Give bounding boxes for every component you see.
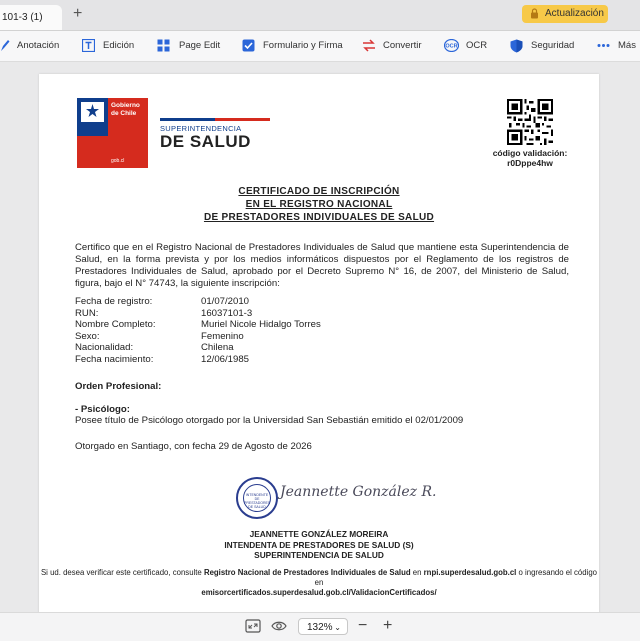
toolbar-label: Edición xyxy=(103,40,135,51)
gobierno-chile-logo xyxy=(77,98,148,168)
certificate-body: Certifico que en el Registro Nacional de Prestadores Individuales de Salud que mantiene esta Superintendencia de Salud, en la forma prevista y por los medios informáticos dispuestos por el Reglamento de los registros de Prestadores Individuales de Salud, aprobado por el Decreto Supremo N° 16, de 2007, del Ministerio de Salud, figura, bajo el N° 74743, la siguiente inscripción: xyxy=(75,242,569,289)
logo-red-band xyxy=(77,136,108,168)
field-key: Fecha de registro: xyxy=(75,296,153,307)
toolbar-label: Seguridad xyxy=(531,40,575,51)
handwritten-signature: Jeannette González R. xyxy=(280,484,437,500)
coat-of-arms-icon xyxy=(81,102,104,122)
chevron-down-icon: ⌄ xyxy=(334,623,341,632)
logo-red-panel xyxy=(108,98,148,168)
lock-icon xyxy=(530,8,539,19)
verify-text: Si ud. desea verificar este certificado, consulte xyxy=(40,568,204,577)
issued-date-text: Otorgado en Santiago, con fecha 29 de Agosto de 2026 xyxy=(75,441,312,452)
toolbar-page-edit[interactable] xyxy=(157,31,222,61)
pdf-page xyxy=(39,74,599,619)
main-toolbar xyxy=(0,31,640,62)
title-line: EN EL REGISTRO NACIONAL xyxy=(245,199,393,210)
pen-icon xyxy=(0,39,10,52)
toolbar-mas[interactable] xyxy=(597,31,640,61)
toolbar-label: Convertir xyxy=(383,40,422,51)
toolbar-convertir[interactable] xyxy=(362,31,424,61)
page-edit-icon xyxy=(157,39,171,52)
field-value: Chilena xyxy=(201,342,234,353)
fit-page-icon[interactable] xyxy=(245,619,261,633)
verify-registry: Registro Nacional de Prestadores Individuales de Salud xyxy=(203,568,411,577)
toolbar-seguridad[interactable] xyxy=(510,31,575,61)
toolbar-label: Anotación xyxy=(17,40,60,51)
eye-icon[interactable] xyxy=(271,619,287,633)
signer-role: INTENDENTA DE PRESTADORES DE SALUD (S) xyxy=(224,539,414,550)
certificate-title xyxy=(39,185,599,224)
orden-profesional-heading: Orden Profesional: xyxy=(75,381,162,392)
signer-block xyxy=(39,529,599,561)
validation-code-caption xyxy=(469,148,591,168)
signer-name: JEANNETTE GONZÁLEZ MOREIRA xyxy=(249,529,389,539)
svg-text:OCR: OCR xyxy=(445,43,458,50)
field-value: 12/06/1985 xyxy=(201,353,250,365)
title-line: DE PRESTADORES INDIVIDUALES DE SALUD xyxy=(203,212,435,223)
text-edit-icon xyxy=(82,39,95,52)
toolbar-ocr[interactable] xyxy=(444,31,489,61)
verify-text: o ingresando el código en xyxy=(314,568,597,587)
field-value: 16037101-3 xyxy=(201,307,253,319)
tab-bar xyxy=(0,0,640,31)
toolbar-label: Más xyxy=(618,40,636,51)
field-key: Nombre Completo: xyxy=(75,319,156,330)
toolbar-anotacion[interactable] xyxy=(0,31,60,61)
shield-icon xyxy=(510,39,523,53)
profession-heading: - Psicólogo: xyxy=(75,404,130,415)
document-tab-title: 101-3 (1) xyxy=(2,12,43,23)
sds-line1: SUPERINTENDENCIA xyxy=(160,124,242,133)
verify-link-rnpi[interactable]: rnpi.superdesalud.gob.cl xyxy=(423,568,517,577)
verify-text: en xyxy=(410,568,424,577)
logo-text xyxy=(111,102,140,117)
checkbox-form-icon xyxy=(242,39,255,52)
official-stamp xyxy=(236,477,278,519)
zoom-in-button[interactable]: + xyxy=(383,617,393,634)
sds-bar-red xyxy=(215,118,270,121)
logo-line1: Gobierno xyxy=(111,102,140,109)
signer-org: SUPERINTENDENCIA DE SALUD xyxy=(254,550,384,560)
toolbar-formulario-firma[interactable] xyxy=(242,31,342,61)
zoom-out-button[interactable]: − xyxy=(358,617,368,634)
document-viewer[interactable] xyxy=(0,62,640,612)
toolbar-label: Page Edit xyxy=(179,40,221,51)
convert-arrows-icon xyxy=(362,39,376,52)
field-key: Sexo: xyxy=(75,330,100,342)
zoom-select[interactable] xyxy=(298,618,348,635)
ocr-icon xyxy=(444,39,459,52)
toolbar-edicion[interactable] xyxy=(82,31,142,61)
new-tab-button[interactable]: + xyxy=(73,5,83,22)
field-value: 01/07/2010 xyxy=(201,296,250,307)
zoom-value: 132% xyxy=(307,622,333,633)
logo-line2: de Chile xyxy=(111,109,137,117)
verify-link-emisor[interactable]: emisorcertificados.superdesalud.gob.cl/ValidacionCertificados/ xyxy=(201,588,437,597)
logo-blue-band xyxy=(77,98,108,168)
superintendencia-logo xyxy=(160,118,270,151)
more-dots-icon xyxy=(597,39,610,52)
update-button[interactable] xyxy=(522,5,608,23)
field-key: Fecha nacimiento: xyxy=(75,353,154,365)
field-value: Femenino xyxy=(201,330,244,342)
bottom-bar xyxy=(0,612,640,641)
toolbar-label: OCR xyxy=(466,40,488,51)
qr-code xyxy=(507,99,553,145)
field-key: RUN: xyxy=(75,307,99,319)
update-label: Actualización xyxy=(545,8,604,19)
profession-text: Posee título de Psicólogo otorgado por la Universidad San Sebastián emitido el 02/01/2009 xyxy=(75,415,464,426)
sds-line2: DE SALUD xyxy=(160,132,251,151)
toolbar-label: Formulario y Firma xyxy=(263,40,343,51)
validation-label: código validación: xyxy=(492,148,568,158)
field-value: Muriel Nicole Hidalgo Torres xyxy=(201,319,321,330)
logo-url: gob.cl xyxy=(111,158,125,164)
verification-note xyxy=(39,568,599,598)
stamp-text: INTENDENTE DE PRESTADORES DE SALUD xyxy=(243,484,271,512)
title-line: CERTIFICADO DE INSCRIPCIÓN xyxy=(238,186,400,197)
field-key: Nacionalidad: xyxy=(75,342,134,353)
validation-code: r0Dppe4hw xyxy=(507,158,553,168)
document-tab[interactable] xyxy=(0,5,62,30)
